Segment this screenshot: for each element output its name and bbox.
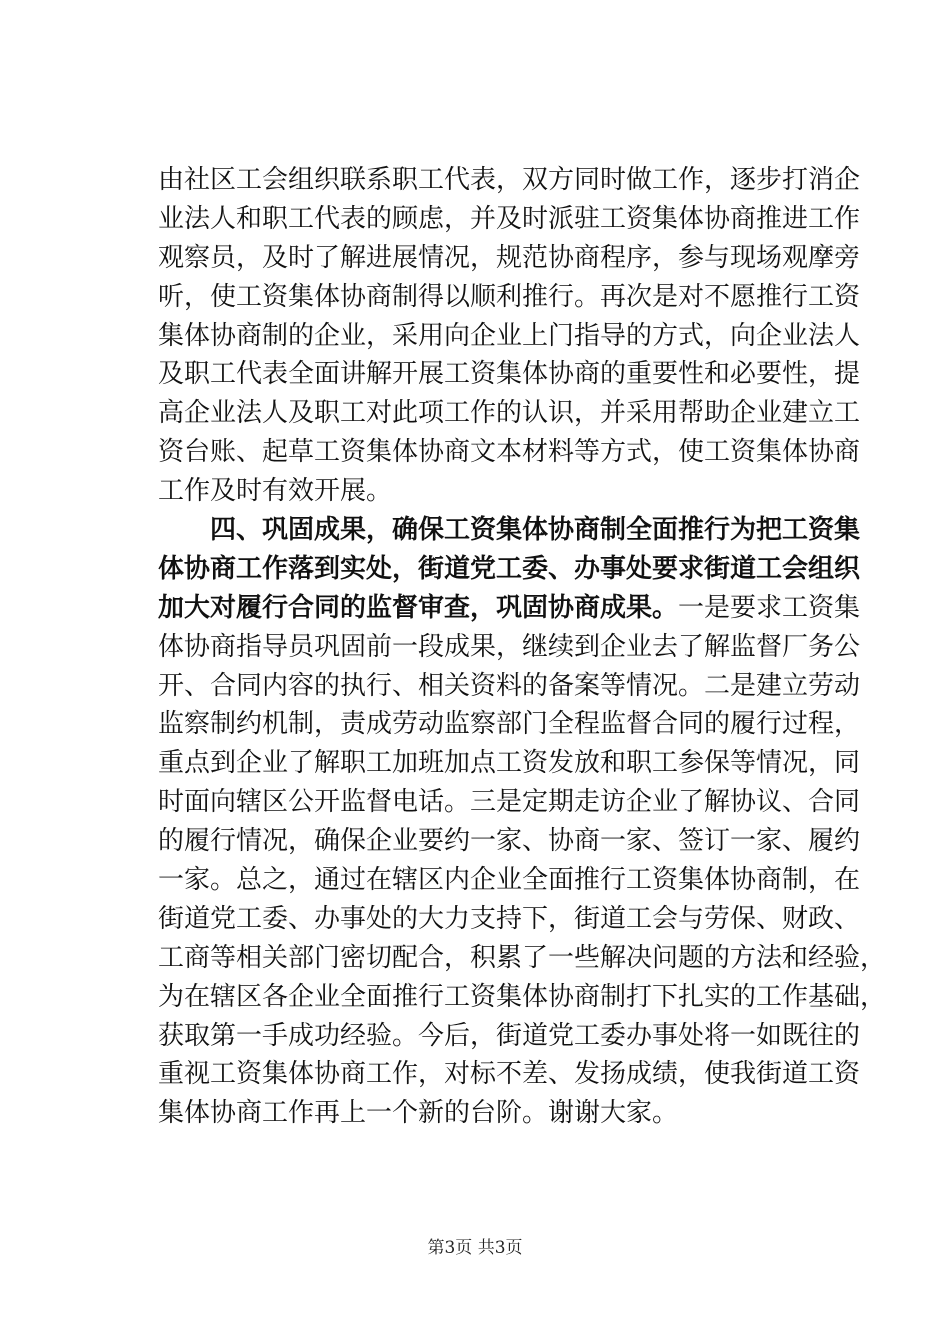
text-line: 业法人和职工代表的顾虑，并及时派驻工资集体协商推进工作 <box>158 203 861 234</box>
text-run: 一是要求工资集 <box>678 592 861 623</box>
text-line: 集体协商制的企业，采用向企业上门指导的方式，向企业法人 <box>158 320 861 351</box>
text-line: 为在辖区各企业全面推行工资集体协商制打下扎实的工作基础， <box>158 981 887 1012</box>
text-line: 集体协商工作再上一个新的台阶。谢谢大家。 <box>158 1098 679 1129</box>
text-line: 一家。总之，通过在辖区内企业全面推行工资集体协商制，在 <box>158 865 861 896</box>
body-text <box>158 161 887 1133</box>
text-line: 街道党工委、办事处的大力支持下，街道工会与劳保、财政、 <box>158 903 861 934</box>
text-line: 工商等相关部门密切配合，积累了一些解决问题的方法和经验， <box>158 942 887 973</box>
text-line: 及职工代表全面讲解开展工资集体协商的重要性和必要性，提 <box>158 359 861 390</box>
text-line: 重视工资集体协商工作，对标不差、发扬成绩，使我街道工资 <box>158 1059 861 1090</box>
text-line: 由社区工会组织联系职工代表，双方同时做工作，逐步打消企 <box>158 165 861 195</box>
text-line: 高企业法人及职工对此项工作的认识，并采用帮助企业建立工 <box>158 398 861 429</box>
section-heading-line: 体协商工作落到实处，街道党工委、办事处要求街道工会组织 <box>158 553 861 584</box>
text-line: 观察员，及时了解进展情况，规范协商程序，参与现场观摩旁 <box>158 242 861 273</box>
text-line: 资台账、起草工资集体协商文本材料等方式，使工资集体协商 <box>158 437 861 468</box>
page-number-footer: 第3页 共3页 <box>427 1238 523 1258</box>
text-line: 获取第一手成功经验。今后，街道党工委办事处将一如既往的 <box>158 1020 861 1051</box>
text-line: 监察制约机制，责成劳动监察部门全程监督合同的履行过程， <box>158 709 861 740</box>
mixed-line <box>158 589 861 628</box>
text-line: 听，使工资集体协商制得以顺利推行。再次是对不愿推行工资 <box>158 281 861 312</box>
text-line: 工作及时有效开展。 <box>158 476 393 507</box>
section-heading-tail: 加大对履行合同的监督审查，巩固协商成果。 <box>158 592 679 623</box>
text-line: 时面向辖区公开监督电话。三是定期走访企业了解协议、合同 <box>158 787 861 818</box>
text-line: 重点到企业了解职工加班加点工资发放和职工参保等情况，同 <box>158 748 861 779</box>
section-heading-line: 四、巩固成果，确保工资集体协商制全面推行为把工资集 <box>210 515 861 546</box>
text-line: 的履行情况，确保企业要约一家、协商一家、签订一家、履约 <box>158 826 861 857</box>
text-line: 开、合同内容的执行、相关资料的备案等情况。二是建立劳动 <box>158 670 861 701</box>
text-line: 体协商指导员巩固前一段成果，继续到企业去了解监督厂务公 <box>158 631 861 662</box>
